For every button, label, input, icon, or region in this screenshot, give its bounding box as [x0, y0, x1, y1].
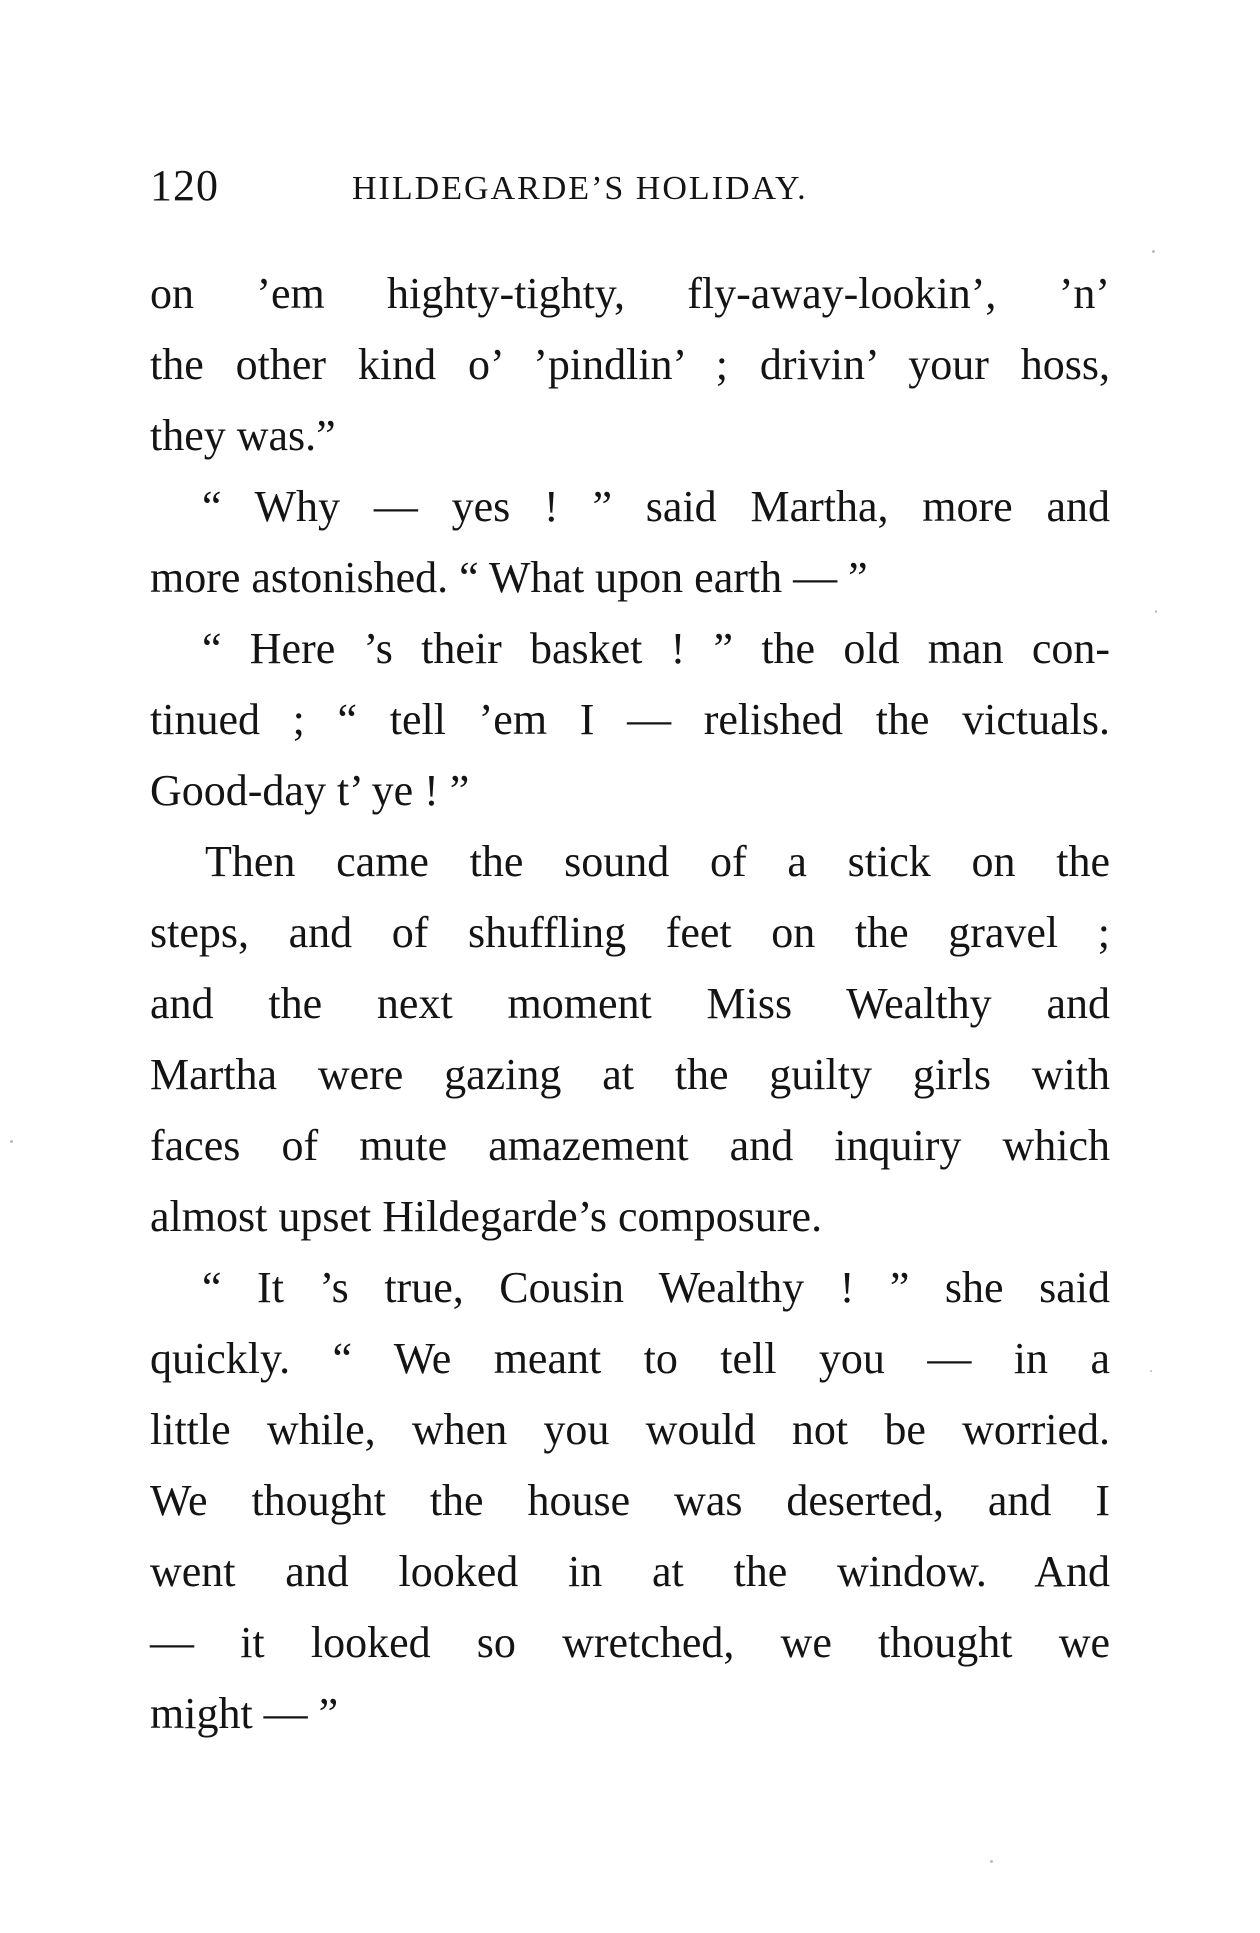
text-line: “ It ’s true, Cousin Wealthy ! ” she said [202, 1263, 1110, 1312]
text-line: they was.” [150, 411, 336, 460]
text-line: Good-day t’ ye ! ” [150, 766, 470, 815]
text-line: might — ” [150, 1689, 339, 1738]
text-line: on ’em highty-tighty, fly-away-lookin’, ’n’ [150, 269, 1110, 318]
text-line: quickly. “ We meant to tell you — in a [150, 1334, 1110, 1383]
page-number: 120 [150, 161, 219, 210]
paper-speck [1152, 250, 1155, 253]
text-line: steps, and of shuffling feet on the gravel ; [150, 908, 1110, 957]
text-line: — it looked so wretched, we thought we [150, 1618, 1110, 1667]
running-title: HILDEGARDE’S HOLIDAY. [352, 170, 808, 207]
text-line: Martha were gazing at the guilty girls with [150, 1050, 1110, 1099]
text-line: and the next moment Miss Wealthy and [150, 979, 1110, 1028]
paper-speck [1155, 610, 1157, 613]
running-head [150, 160, 1110, 220]
text-line: tinued ; “ tell ’em I — relished the victuals. [150, 695, 1110, 744]
text-line: “ Here ’s their basket ! ” the old man con- [202, 624, 1110, 673]
text-line: little while, when you would not be worried. [150, 1405, 1110, 1454]
body-text [150, 258, 1110, 1749]
text-line: went and looked in at the window. And [150, 1547, 1110, 1596]
text-line: Then came the sound of a stick on the [205, 837, 1110, 886]
paper-speck [990, 1860, 993, 1863]
text-line: We thought the house was deserted, and I [150, 1476, 1110, 1525]
text-line: almost upset Hildegarde’s composure. [150, 1192, 823, 1241]
paper-speck [1150, 1370, 1152, 1372]
text-line: faces of mute amazement and inquiry which [150, 1121, 1110, 1170]
text-line: “ Why — yes ! ” said Martha, more and [202, 482, 1110, 531]
text-line: the other kind o’ ’pindlin’ ; drivin’ your hoss, [150, 340, 1110, 389]
paper-speck [10, 1140, 13, 1143]
text-line: more astonished. “ What upon earth — ” [150, 553, 868, 602]
